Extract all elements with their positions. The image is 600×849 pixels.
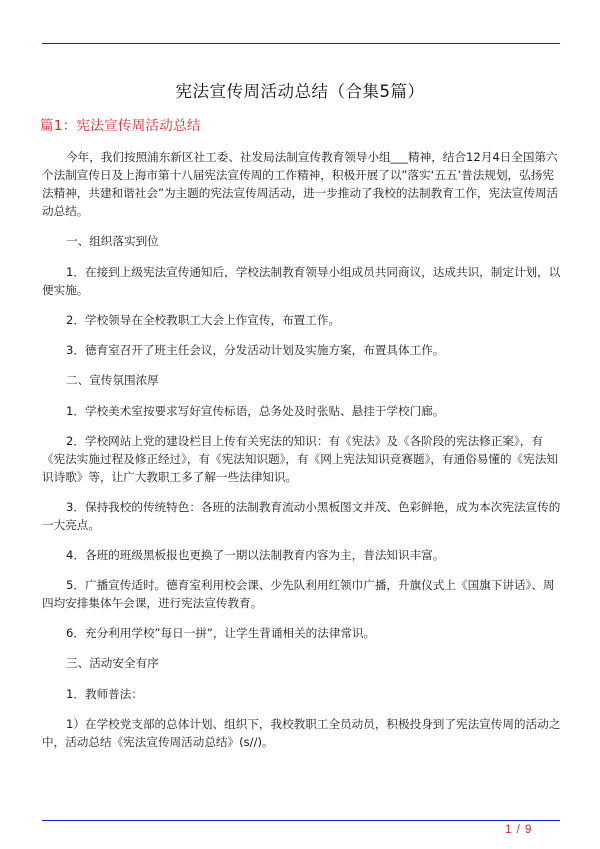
paragraph-item: 3．德育室召开了班主任会议，分发活动计划及实施方案，布置具体工作。 [66, 343, 445, 357]
section-title: 篇1：宪法宣传周活动总结 [40, 118, 201, 134]
paragraph-item: 1．教师普法： [66, 687, 143, 701]
header-rule [42, 43, 560, 44]
paragraph-item: 1．学校美术室按要求写好宣传标语，总务处及时张贴、悬挂于学校门廊。 [66, 404, 445, 418]
footer-rule [42, 820, 560, 821]
page-indicator: 1 / 9 [505, 824, 533, 836]
heading-atmosphere: 二、宣传氛围浓厚 [66, 373, 159, 387]
paragraph-item: 2．学校网站上党的建设栏目上传有关宪法的知识：有《宪法》及《各阶段的宪法修正案》，有《宪法实施过程及修正经过》，有《宪法知识题》，有《网上宪法知识竞赛题》，有通俗易懂的《宪法知识诗歌》等，让广大教职工多了解一些法律知识。 [42, 434, 558, 484]
paragraph-item: 2．学校领导在全校教职工大会上作宣传，布置工作。 [66, 313, 341, 327]
heading-safety: 三、活动安全有序 [66, 656, 159, 670]
paragraph-item: 5．广播宣传适时。德育室利用校会课、少先队利用红领巾广播，升旗仪式上《国旗下讲话》、周四均安排集体午会课，进行宪法宣传教育。 [42, 578, 555, 610]
paragraph-item: 1）在学校党支部的总体计划、组织下，我校教职工全员动员，积极投身到了宪法宣传周的活动之中，活动总结《宪法宣传周活动总结》(s//)。 [42, 717, 561, 749]
heading-organization: 一、组织落实到位 [66, 234, 159, 248]
paragraph-intro: 今年，我们按照浦东新区社工委、社发局法制宣传教育领导小组___精神，结合12月4日全国第六个法制宣传日及上海市第十八届宪法宣传周的工作精神，积极开展了以”落实‘五五’普法规划，弘扬宪法精神，共建和谐社会”为主题的宪法宣传周活动，进一步推动了我校的法制教育工作，宪法宣传周活动总结。 [42, 150, 559, 218]
paragraph-item: 1．在接到上级宪法宣传通知后，学校法制教育领导小组成员共同商议，达成共识，制定计划，以便实施。 [42, 265, 561, 297]
paragraph-item: 4．各班的班级黑板报也更换了一期以法制教育内容为主，普法知识丰富。 [66, 548, 445, 562]
paragraph-item: 6．充分利用学校”每日一拼”，让学生背诵相关的法律常识。 [66, 626, 376, 640]
document-body [42, 148, 562, 763]
paragraph-item: 3．保持我校的传统特色：各班的法制教育流动小黑板图文并茂、色彩鲜艳，成为本次宪法宣传的一大亮点。 [42, 500, 561, 532]
document-title: 宪法宣传周活动总结（合集5篇） [175, 82, 425, 101]
